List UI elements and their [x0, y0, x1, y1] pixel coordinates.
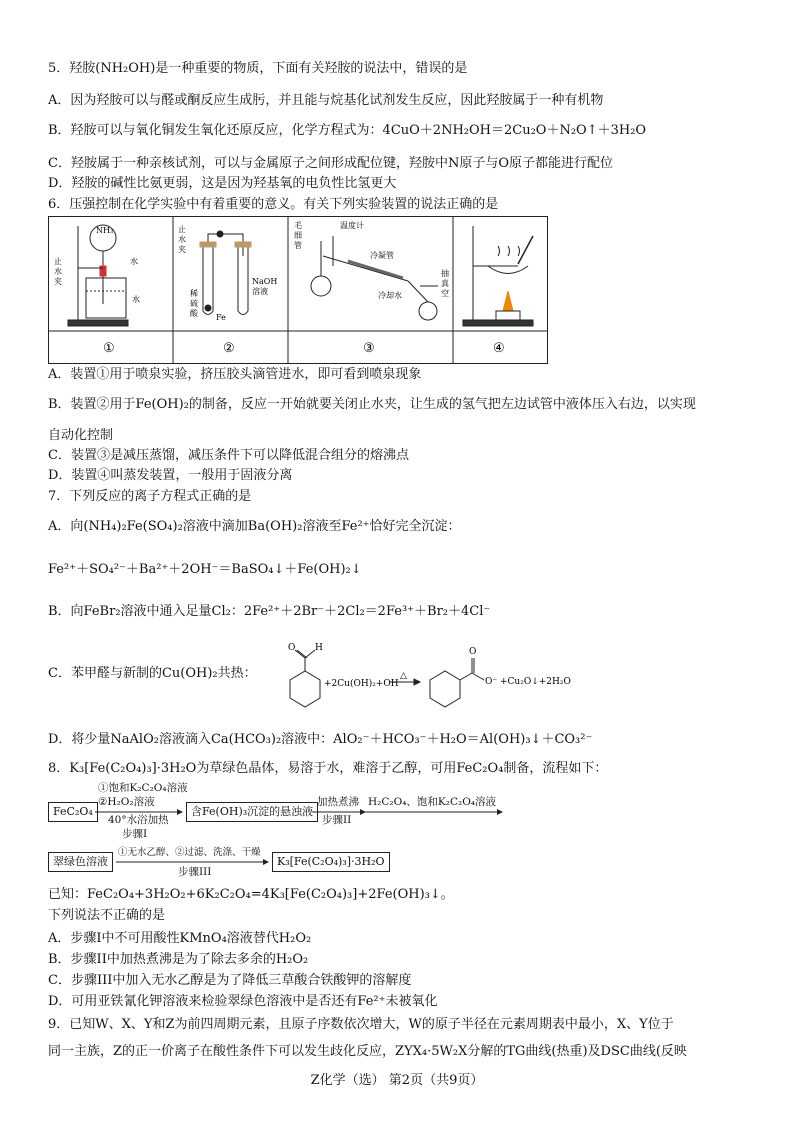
page-footer: Z化学（选） 第2页（共9页）	[310, 1073, 484, 1088]
flow-green-solution-box: 翠绿色溶液	[48, 852, 113, 872]
q6-option-a: A．装置①用于喷泉实验，挤压胶头滴管进水，即可看到喷泉现象	[48, 367, 422, 382]
flow-step4-top: ①无水乙醇、②过滤、洗涤、干燥	[118, 847, 261, 858]
q9-line-2: 同一主族，Z的正一价离子在酸性条件下可以发生歧化反应，ZYX₄·5W₂X分解的TG曲线(热重)及DSC曲线(反映	[48, 1044, 687, 1059]
q7-option-c: C．苯甲醛与新制的Cu(OH)₂共热：	[48, 666, 257, 681]
c2-label-jia: 夹	[178, 245, 186, 254]
flow-step1-bottom2: 步骤I	[122, 828, 148, 840]
figure-number-4: ④	[493, 341, 505, 356]
q5-option-a: A．因为羟胺可以与醛或酮反应生成肟，并且能与烷基化试剂发生反应，因此羟胺属于一种有机物	[48, 93, 604, 108]
flow-step1-top2: ②H₂O₂溶液	[98, 796, 155, 808]
q8-option-b: B．步骤II中加热煮沸是为了除去多余的H₂O₂	[48, 952, 309, 967]
c2-label-xi: 稀	[190, 289, 198, 298]
c1-label-zhi: 止	[54, 257, 62, 266]
c1-label-water-top: 水	[130, 257, 138, 266]
c3-label-guan: 管	[294, 241, 302, 250]
q9-line-1: 9．已知W、X、Y和Z为前四周期元素，且原子序数依次增大，W的原子半径在元素周期表中最小，X、Y位于	[48, 1017, 674, 1032]
aldehyde-o-label: O	[288, 643, 296, 653]
aldehyde-h-label: H	[315, 643, 323, 653]
c2-label-liu: 硫	[190, 299, 198, 308]
q5-option-c: C．羟胺属于一种亲核试剂，可以与金属原子之间形成配位键，羟胺中N原子与O原子都能进行配位	[48, 156, 613, 171]
q6-stem: 6．压强控制在化学实验中有着重要的意义。有关下列实验装置的说法正确的是	[48, 197, 499, 212]
q6-apparatus-figure	[48, 216, 548, 364]
c2-label-zhi: 止	[178, 225, 186, 234]
c3-label-kong: 空	[441, 289, 449, 298]
c3-label-xi: 细	[294, 231, 302, 240]
benzaldehyde-reaction-figure	[260, 640, 571, 715]
carboxylate-ominus-label: O⁻	[485, 677, 498, 687]
c1-label-shui: 水	[54, 267, 62, 276]
q5-stem: 5．羟胺(NH₂OH)是一种重要的物质，下面有关羟胺的说法中，错误的是	[48, 61, 468, 76]
c2-label-solution: 溶液	[252, 287, 268, 296]
flow-arrow-4	[116, 858, 271, 866]
carboxylate-o-label: O	[469, 647, 477, 657]
q5-option-d: D．羟胺的碱性比氨更弱，这是因为羟基氧的电负性比氢更大	[48, 176, 397, 191]
figure-number-3: ③	[363, 341, 375, 356]
q8-option-d: D．可用亚铁氰化钾溶液来检验翠绿色溶液中是否还有Fe²⁺未被氧化	[48, 994, 438, 1009]
c3-label-thermometer: 温度计	[340, 221, 364, 230]
reactant-text: +2Cu(OH)₂+OH⁻	[324, 679, 404, 689]
product-text: +Cu₂O↓+2H₂O	[500, 677, 571, 687]
c1-label-water-bottom: 水	[132, 295, 140, 304]
flow-end-box: K₃[Fe(C₂O₄)₃]·3H₂O	[272, 852, 390, 872]
q8-stem: 8．K₃[Fe(C₂O₄)₃]·3H₂O为草绿色晶体，易溶于水，难溶于乙醇，可用FeC₂O₄制备，流程如下：	[48, 761, 608, 776]
q7-option-a: A．向(NH₄)₂Fe(SO₄)₂溶液中滴加Ba(OH)₂溶液至Fe²⁺恰好完全沉淀：	[48, 519, 461, 534]
q7-option-b: B．向FeBr₂溶液中通入足量Cl₂：2Fe²⁺＋2Br⁻＋2Cl₂＝2Fe³⁺＋Br₂＋4Cl⁻	[48, 604, 491, 619]
q7-option-a-equation: Fe²⁺＋SO₄²⁻＋Ba²⁺＋2OH⁻＝BaSO₄↓＋Fe(OH)₂↓	[48, 562, 362, 577]
q8-known: 已知：FeC₂O₄+3H₂O₂+6K₂C₂O₄=4K₃[Fe(C₂O₄)₃]+2Fe(OH)₃↓。	[48, 887, 454, 902]
q7-stem: 7．下列反应的离子方程式正确的是	[48, 489, 252, 504]
figure-number-2: ②	[223, 341, 235, 356]
flow-step4-bottom: 步骤III	[178, 866, 212, 878]
flow-mid-box: 含Fe(OH)₃沉淀的悬浊液	[186, 802, 318, 822]
q6-option-b-cont: 自动化控制	[48, 428, 114, 443]
c2-label-shui: 水	[178, 235, 186, 244]
c3-label-zhen: 真	[441, 279, 449, 288]
c2-label-fe: Fe	[216, 313, 226, 322]
q5-option-b: B．羟胺可以与氧化铜发生氧化还原反应，化学方程式为：4CuO＋2NH₂OH＝2Cu₂O＋N₂O↑＋3H₂O	[48, 123, 647, 138]
c3-label-condenser: 冷凝管	[370, 251, 394, 260]
q8-option-a: A．步骤I中不可用酸性KMnO₄溶液替代H₂O₂	[48, 931, 312, 946]
flow-step1-bottom1: 40°水浴加热	[108, 814, 169, 826]
fountain-apparatus	[68, 225, 128, 326]
q6-option-c: C．装置③是减压蒸馏，减压条件下可以降低混合组分的熔沸点	[48, 448, 409, 463]
flow-start-box: FeC₂O₄	[48, 802, 98, 822]
evaporation-apparatus	[463, 226, 533, 326]
q8-option-c: C．步骤III中加入无水乙醇是为了降低三草酸合铁酸钾的溶解度	[48, 973, 412, 988]
q7-option-d: D．将少量NaAlO₂溶液滴入Ca(HCO₃)₂溶液中：AlO₂⁻＋HCO₃⁻＋H₂O＝Al(OH)₃↓＋CO₃²⁻	[48, 732, 593, 747]
c2-label-naoh: NaOH	[252, 277, 278, 286]
c3-label-mao: 毛	[294, 221, 302, 230]
flow-step2-bottom: 步骤II	[322, 814, 352, 826]
vacuum-distillation-apparatus	[311, 236, 438, 320]
flow-step1-top1: ①饱和K₂C₂O₄溶液	[98, 782, 188, 794]
figure-number-1: ①	[103, 341, 115, 356]
q8-ask: 下列说法不正确的是	[48, 908, 166, 923]
flow-arrow-3	[365, 808, 505, 816]
c2-label-suan: 酸	[190, 309, 198, 318]
ferrous-hydroxide-apparatus	[200, 231, 251, 315]
flow-step2-top: 加热煮沸	[317, 796, 359, 808]
c3-label-cooling-water: 冷却水	[378, 291, 402, 300]
c1-label-nh3: NH₃	[96, 226, 114, 235]
heat-condition: △	[400, 671, 407, 681]
c1-label-jia: 夹	[54, 277, 62, 286]
q6-option-b: B．装置②用于Fe(OH)₂的制备，反应一开始就要关闭止水夹，让生成的氢气把左边试管中液体压入右边，以实现	[48, 397, 696, 412]
c3-label-chou: 抽	[441, 269, 449, 278]
flow-step3-top: H₂C₂O₄、饱和K₂C₂O₄溶液	[368, 796, 497, 808]
q6-option-d: D．装置④叫蒸发装置，一般用于固液分离	[48, 468, 293, 483]
